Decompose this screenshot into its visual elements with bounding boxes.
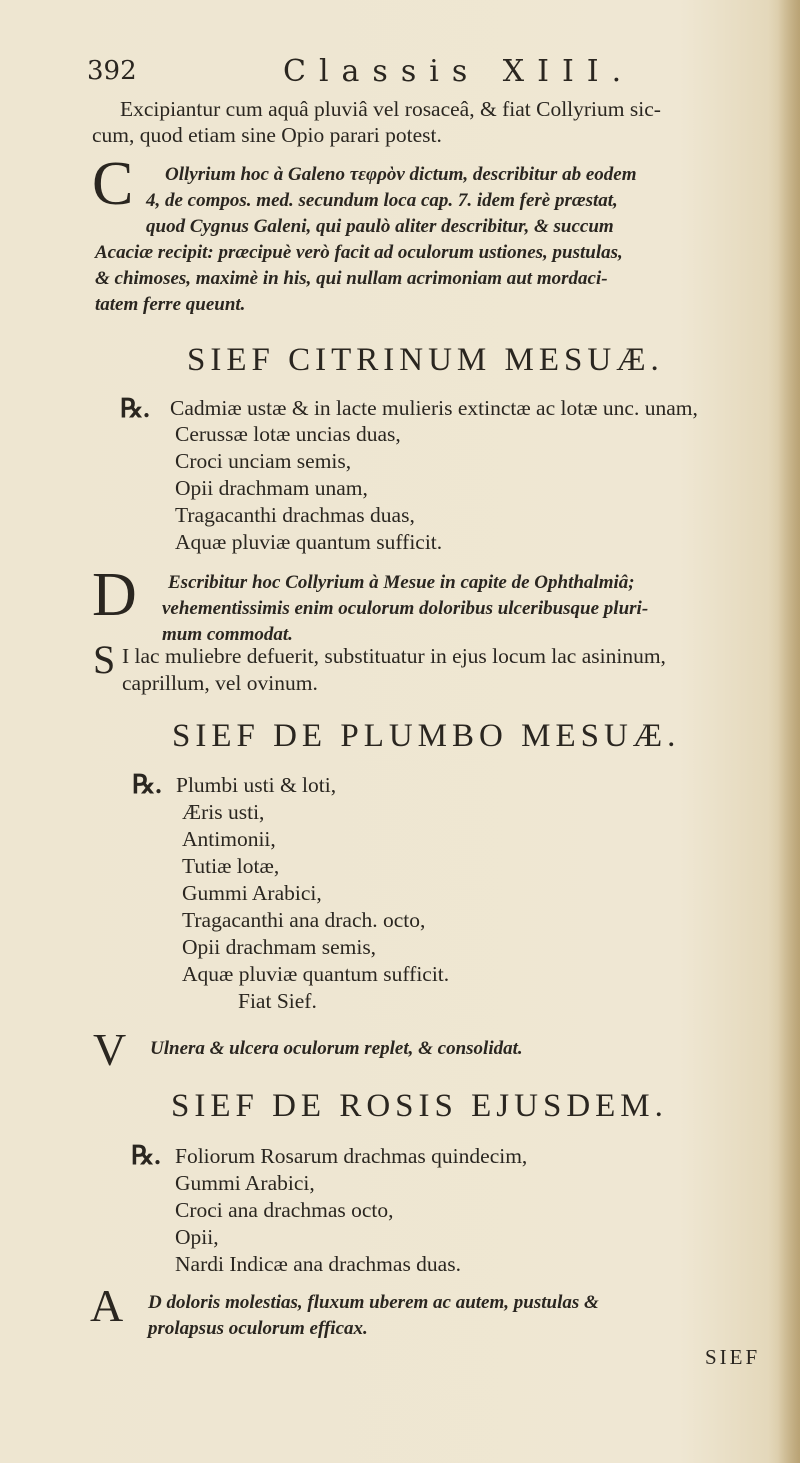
- section-title-sief-citrinum: SIEF CITRINUM MESUÆ.: [187, 342, 664, 378]
- ingredient-line: Foliorum Rosarum drachmas quindecim,: [175, 1144, 528, 1168]
- note1-line-2: 4, de compos. med. secundum loca cap. 7. idem ferè præstat,: [146, 190, 618, 211]
- ingredient-line: Gummi Arabici,: [175, 1171, 315, 1195]
- page-edge-shadow: [778, 0, 800, 1463]
- ingredient-line: Aquæ pluviæ quantum sufficit.: [182, 962, 450, 986]
- ingredient-line: Cerussæ lotæ uncias duas,: [175, 422, 401, 446]
- note5-line-1: D doloris molestias, fluxum uberem ac autem, pustulas &: [148, 1292, 599, 1313]
- note3-line-2: caprillum, vel ovinum.: [122, 671, 318, 695]
- note1-line-1: Ollyrium hoc à Galeno τεφρὸν dictum, describitur ab eodem: [165, 164, 637, 185]
- ingredient-line: Opii drachmam semis,: [182, 935, 377, 959]
- ingredient-line: Gummi Arabici,: [182, 881, 322, 905]
- note2-line-3: mum commodat.: [162, 624, 293, 645]
- note2-line-2: vehementissimis enim oculorum doloribus ulceribusque pluri-: [162, 598, 649, 619]
- note1-line-3: quod Cygnus Galeni, qui paulò aliter describitur, & succum: [146, 216, 614, 237]
- ingredient-line: Croci ana drachmas octo,: [175, 1198, 394, 1222]
- intro-line-2: cum, quod etiam sine Opio parari potest.: [92, 123, 442, 147]
- recipe-symbol: ℞.: [131, 1141, 161, 1170]
- ingredient-line: Tragacanthi ana drach. octo,: [182, 908, 426, 932]
- ingredient-line: Nardi Indicæ ana drachmas duas.: [175, 1252, 461, 1276]
- catchword: SIEF: [705, 1345, 761, 1369]
- note5-line-2: prolapsus oculorum efficax.: [148, 1318, 368, 1339]
- ingredient-line: Croci unciam semis,: [175, 449, 352, 473]
- running-title: Classis XIII.: [283, 54, 635, 89]
- note4-line-1: Ulnera & ulcera oculorum replet, & consolidat.: [150, 1038, 523, 1059]
- note1-line-5: & chimoses, maximè in his, qui nullam acrimoniam aut mordaci-: [95, 268, 608, 289]
- drop-cap-c: C: [92, 150, 134, 218]
- section-title-sief-de-rosis: SIEF DE ROSIS EJUSDEM.: [171, 1088, 668, 1124]
- drop-cap-a: A: [90, 1280, 124, 1331]
- ingredient-line: Plumbi usti & loti,: [176, 773, 337, 797]
- ingredient-line: Opii drachmam unam,: [175, 476, 368, 500]
- page-number: 392: [87, 56, 137, 86]
- drop-cap-d: D: [92, 561, 137, 629]
- ingredient-line: Antimonii,: [182, 827, 276, 851]
- drop-cap-s: S: [93, 637, 116, 682]
- recipe-symbol: ℞.: [120, 394, 150, 423]
- ingredient-line: Fiat Sief.: [238, 989, 317, 1013]
- note3-line-1: I lac muliebre defuerit, substituatur in ejus locum lac asininum,: [122, 644, 666, 668]
- intro-line-1: Excipiantur cum aquâ pluviâ vel rosaceâ, & fiat Collyrium sic-: [120, 97, 661, 121]
- ingredient-line: Opii,: [175, 1225, 219, 1249]
- ingredient-line: Cadmiæ ustæ & in lacte mulieris extinctæ ac lotæ unc. unam,: [170, 396, 698, 420]
- ingredient-line: Aquæ pluviæ quantum sufficit.: [175, 530, 443, 554]
- ingredient-line: Tragacanthi drachmas duas,: [175, 503, 415, 527]
- ingredient-line: Tutiæ lotæ,: [182, 854, 280, 878]
- note1-line-6: tatem ferre queunt.: [95, 294, 246, 315]
- recipe-symbol: ℞.: [132, 770, 162, 799]
- note2-line-1: Escribitur hoc Collyrium à Mesue in capite de Ophthalmiâ;: [168, 572, 635, 593]
- section-title-sief-de-plumbo: SIEF DE PLUMBO MESUÆ.: [172, 718, 681, 754]
- drop-cap-v: V: [93, 1024, 127, 1075]
- ingredient-line: Æris usti,: [182, 800, 265, 824]
- note1-line-4: Acaciæ recipit: præcipuè verò facit ad oculorum ustiones, pustulas,: [95, 242, 623, 263]
